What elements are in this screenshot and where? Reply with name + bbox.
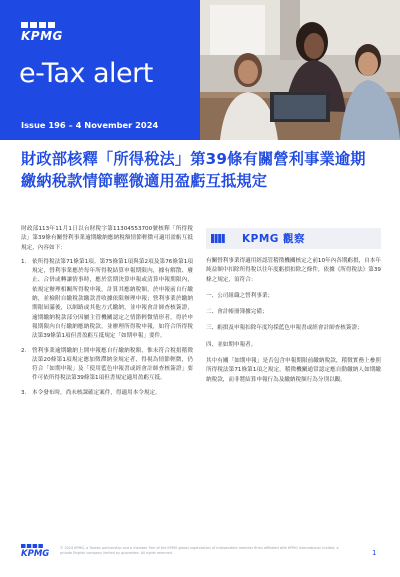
observation-paragraph: 其中有關「如期申報」是否包含申報期限前繳納稅款，稽徵實務上參照所得稅法第71條第1項之規定，稽徵機關通常認定應自動繳納人如期繳納稅款，而非將結算申報行為及繳納稅額行為分別以觀。 [206,358,381,383]
list-item-text: 本令發布時，尚未核課確定案件，得適用本令規定。 [32,389,161,396]
kpmg-observation-header [206,228,381,249]
condition-item: 一、公司組織之營利事業； [206,292,274,299]
publication-title: e-Tax alert [19,58,153,89]
list-item-number: 1. [21,258,27,265]
list-item [21,258,193,342]
observation-paragraph: 有關營利事業得適用經認管稽徵機關核定之前10年內各期虧損，自本年純益額中扣除所得稅以往年度虧損扣除之條件，依據《所得稅法》第39條之規定，須符合： [206,258,381,283]
observation-body [206,257,381,385]
list-item-number: 3. [21,389,27,396]
condition-item: 三、虧損及申報扣除年度均採藍色申報書或經會計師查核簽證； [206,325,363,332]
issue-line: Issue 196 – 4 November 2024 [21,120,159,130]
callout-title: KPMG 觀察 [242,233,306,245]
intro-paragraph: 財政部113年11月1日以台財稅字第11304553700號核釋「所得稅法」第39條有關營利事業逾期繳納應納稅額情節輕微可適用盈虧互抵規定，內容如下： [21,226,193,251]
list-item [21,347,193,384]
header-banner [0,0,400,140]
condition-item: 二、會計帳冊簿據完備； [206,309,268,316]
footer-logo-mark-icon [21,544,43,548]
header-photo [200,0,400,140]
list-item [21,389,193,398]
ruling-list [21,258,193,398]
page-number: 1 [372,549,377,557]
footer-legal-text: © 2024 KPMG, a Taiwan partnership and a member firm of the KPMG global organization of independent member firms affiliated with KPMG International Limited, a private English company limited by guarantee. All rights reserved. [60,546,339,555]
kpmg-logo-icon [21,22,55,28]
list-item-text: 依所得稅法第71條第1項、第75條第1項與第2項及第76條第1項規定，營利事業應於每年所得稅結算申報期限內，據有解散、廢止、合併或轉讓情事時，應於當期決算申報或清算申報期限內，依規定辦理相關所得稅申報，計算其應納稅額，於申報前自行繳納，並檢附自繳稅款繳款書收據依限辦理申報；營利事業於繳納期限屆滿後，以網路或其他方式繳納，並申報會計師查核簽證，逾期繳納稅款部分因屬主管機關認定之情節輕微情形者，得於申報期限內自行繳納應納稅款，並辦理所得稅申報，如符合所得稅法第39條第1項但書盈虧互抵規定「如期申報」要件。 [32,258,193,340]
article-body [21,225,193,398]
kpmg-mini-logo-icon [211,232,225,245]
brand-logo: KPMG [21,29,63,43]
article-title: 財政部核釋「所得稅法」第39條有關營利事業逾期繳納稅款情節輕微適用盈虧互抵規定 [21,150,366,190]
condition-item: 四、並如期申報者。 [206,341,257,348]
list-item-number: 2. [21,347,27,354]
footer-logo: KPMG [21,549,50,559]
list-item-text: 營利事業逾期繳納上開申報應自行繳納稅額，惟未符合稅捐稽徵法第20條第1項規定應加徵滯納金規定者，得視為情節輕微，仍符合「如期申報」及「使用藍色申報書或經會計師查核簽證」要件可依所得稅法第39條第1項但書規定適用盈虧互抵。 [32,347,193,382]
